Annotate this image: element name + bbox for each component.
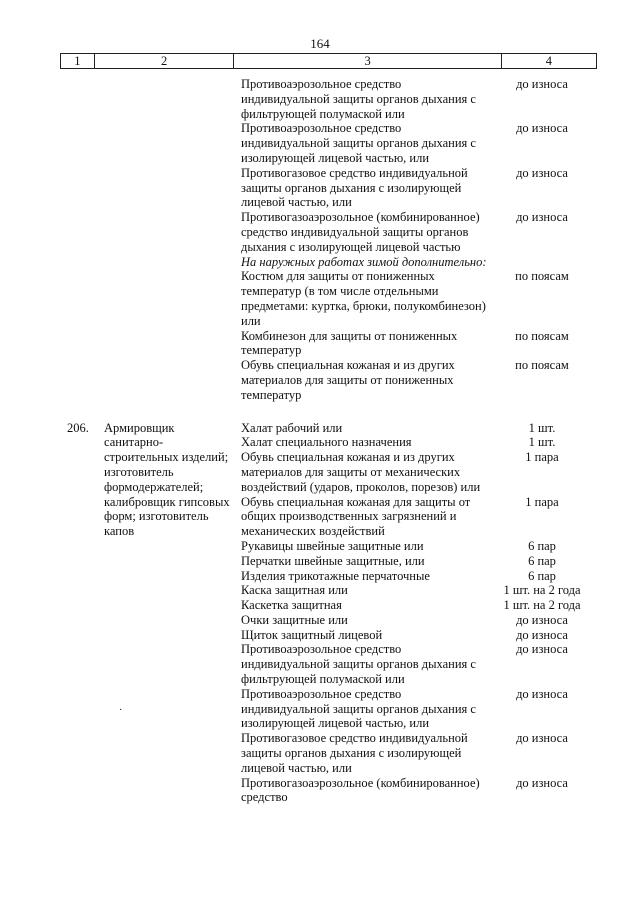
- table-row: [0, 210, 640, 254]
- item-name: Комбинезон для защиты от пониженных температур: [241, 328, 458, 358]
- item-name: Противогазоаэрозольное (комбинированное) средство индивидуальной защиты органов дыхания с изолирующей лицевой частью: [241, 210, 480, 254]
- table-row: [0, 450, 640, 494]
- item-name: Рукавицы швейные защитные или: [241, 538, 424, 553]
- item-norm: до износа: [516, 612, 568, 627]
- item-norm: 1 шт. на 2 года: [503, 583, 581, 598]
- table-row: [0, 495, 640, 539]
- table-row: [0, 554, 640, 569]
- item-name: Каскетка защитная: [241, 598, 342, 613]
- table-row: [0, 583, 640, 598]
- item-name: Халат рабочий или: [241, 420, 343, 435]
- item-name: Обувь специальная кожаная для защиты от общих производственных загрязнений и механических воздействий: [241, 494, 471, 539]
- item-name: Обувь специальная кожаная и из других материалов для защиты от механических воздействий (ударов, проколов, порезов) или: [241, 450, 481, 494]
- item-name: Противогазоаэрозольное (комбинированное) средство: [241, 775, 480, 805]
- item-norm: 1 шт. на 2 года: [503, 598, 581, 613]
- item-norm: 1 шт.: [528, 420, 556, 435]
- table-row: [0, 598, 640, 613]
- item-name: Каска защитная или: [241, 583, 348, 598]
- section-subheading: На наружных работах зимой дополнительно:: [241, 254, 487, 269]
- table-row: [0, 569, 640, 584]
- column-3-header: 3: [234, 54, 501, 69]
- column-4-header: 4: [501, 54, 596, 69]
- item-norm: по поясам: [515, 328, 569, 343]
- table-row: [0, 628, 640, 643]
- item-norm: до износа: [516, 775, 568, 790]
- item-norm: до износа: [516, 731, 568, 746]
- table-row: [0, 539, 640, 554]
- item-name: Противоаэрозольное средство индивидуальной защиты органов дыхания с фильтрующей полумаской или: [241, 642, 476, 687]
- column-1-header: 1: [61, 54, 95, 69]
- table-row: [0, 269, 640, 328]
- item-name: Костюм для защиты от пониженных температур (в том числе отдельными предметами: куртка, брюки, полукомбинезон) или: [241, 269, 486, 328]
- item-norm: 6 пар: [528, 553, 556, 568]
- table-row: [0, 687, 640, 731]
- item-norm: 1 шт.: [528, 435, 556, 450]
- item-name: Противоаэрозольное средство индивидуальной защиты органов дыхания с изолирующей лицевой частью, или: [241, 121, 476, 165]
- table-body: [0, 77, 640, 805]
- profession-names: Армировщик санитарно-строительных изделий; изготовитель формодержателей; калибровщик гипсовых форм; изготовитель капов: [104, 420, 230, 539]
- item-norm: по поясам: [515, 358, 569, 373]
- item-name: Противоаэрозольное средство индивидуальной защиты органов дыхания с фильтрующей полумаской или: [241, 77, 476, 121]
- item-name: Обувь специальная кожаная и из других материалов для защиты от пониженных температур: [241, 358, 455, 402]
- table-header: [60, 53, 597, 69]
- item-norm: 1 пара: [525, 494, 559, 509]
- item-name: Халат специального назначения: [241, 435, 412, 450]
- table-row: [0, 77, 640, 121]
- table-row: [0, 731, 640, 775]
- table-row: [0, 358, 640, 402]
- item-name: Очки защитные или: [241, 612, 348, 627]
- item-norm: 1 пара: [525, 450, 559, 465]
- item-norm: до износа: [516, 210, 568, 225]
- table-row: [0, 329, 640, 359]
- column-2-header: 2: [94, 54, 234, 69]
- scan-speck: ·: [119, 705, 123, 716]
- item-norm: до износа: [516, 686, 568, 701]
- table-row: [0, 166, 640, 210]
- table-row: [0, 435, 640, 450]
- table-row: [0, 255, 640, 270]
- item-norm: до износа: [516, 77, 568, 91]
- item-name: Противоаэрозольное средство индивидуальной защиты органов дыхания с изолирующей лицевой частью, или: [241, 686, 476, 731]
- table-row: [0, 613, 640, 628]
- item-norm: 6 пар: [528, 568, 556, 583]
- table-row: [0, 776, 640, 806]
- item-norm: 6 пар: [528, 538, 556, 553]
- entry-number: 206.: [67, 420, 89, 435]
- item-norm: до износа: [516, 165, 568, 180]
- item-name: Противогазовое средство индивидуальной защиты органов дыхания с изолирующей лицевой частью, или: [241, 165, 468, 210]
- item-norm: по поясам: [515, 269, 569, 284]
- item-norm: до износа: [516, 642, 568, 657]
- table-row: [0, 121, 640, 165]
- item-norm: до износа: [516, 627, 568, 642]
- item-norm: до износа: [516, 121, 568, 136]
- item-name: Щиток защитный лицевой: [241, 627, 383, 642]
- table-row: [0, 642, 640, 686]
- item-name: Противогазовое средство индивидуальной защиты органов дыхания с изолирующей лицевой частью, или: [241, 731, 468, 775]
- item-name: Перчатки швейные защитные, или: [241, 553, 425, 568]
- page-number: 164: [310, 36, 330, 51]
- item-name: Изделия трикотажные перчаточные: [241, 568, 430, 583]
